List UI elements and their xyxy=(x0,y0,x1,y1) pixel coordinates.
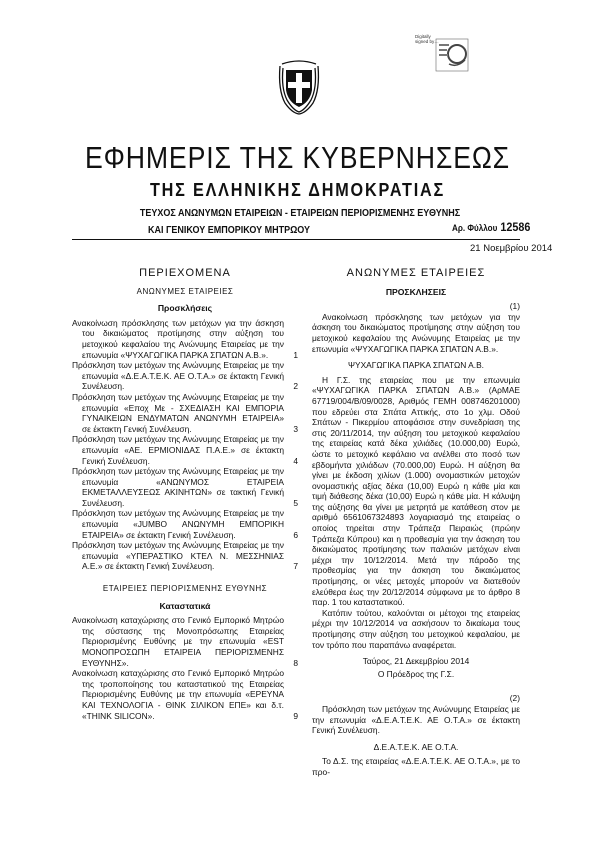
sheet-number xyxy=(452,220,530,234)
gazette-title: ΕΦΗΜΕΡΙΣ ΤΗΣ ΚΥΒΕΡΝΗΣΕΩΣ xyxy=(84,140,511,175)
toc-entry-page: 2 xyxy=(293,381,298,392)
digital-signature-stamp xyxy=(415,34,473,78)
toc-entry-page: 8 xyxy=(293,657,298,668)
notices-subheading: ΠΡΟΣΚΛΗΣΕΙΣ xyxy=(385,286,447,297)
notice-1-place-date: Ταύρος, 21 Δεκεμβρίου 2014 xyxy=(362,656,470,667)
notice-1-body-closing: Κατόπιν τούτου, καλούνται οι μέτοχοι της εταιρείας μέχρι την 10/12/2014 να ασκήσουν το δικαίωμα τους προτίμησης στην αύξηση του μετοχικού κεφαλαίου, με τον τρόπο που παραπάνω αναφέρεται. xyxy=(312,607,520,650)
toc-entry[interactable] xyxy=(72,508,298,540)
toc-section-ltd: ΕΤΑΙΡΕΙΕΣ ΠΕΡΙΟΡΙΣΜΕΝΗΣ ΕΥΘΥΝΗΣ xyxy=(102,584,268,594)
toc-entry-page: 1 xyxy=(293,349,298,360)
sheet-label: Αρ. Φύλλου xyxy=(452,223,498,233)
toc-entry[interactable] xyxy=(72,466,298,508)
header-rule xyxy=(72,239,520,240)
toc-entry[interactable] xyxy=(72,392,298,434)
signature-caption: Digitally signed by… xyxy=(415,34,439,44)
toc-entry-text: Πρόσκληση των μετόχων της Ανώνυμης Εταιρείας με την επωνυμία «ΑΕ. ΕΡΜΙΟΝΙΔΑΣ Π.Α.Ε.» σε έκτακτη Γενική Συνέλευση. xyxy=(72,434,284,466)
greek-coat-of-arms-icon xyxy=(277,60,321,115)
toc-entry[interactable] xyxy=(72,318,298,360)
toc-entry[interactable] xyxy=(72,434,298,466)
notice-1-signatory: Ο Πρόεδρος της Γ.Σ. xyxy=(377,668,455,679)
notice-1-company: ΨΥΧΑΓΩΓΙΚΑ ΠΑΡΚΑ ΣΠΑΤΩΝ Α.Β. xyxy=(347,360,484,371)
issue-date: 21 Νοεμβρίου 2014 xyxy=(470,243,553,254)
toc-entry-page: 7 xyxy=(293,561,298,572)
notice-2-body: Το Δ.Σ. της εταιρείας «Δ.Ε.Α.Τ.Ε.Κ. ΑΕ Ο.Τ.Α.», με το προ- xyxy=(312,756,520,777)
toc-heading: ΠΕΡΙΕΧΟΜΕΝΑ xyxy=(139,267,231,279)
toc-entry-text: Πρόσκληση των μετόχων της Ανώνυμης Εταιρείας με την επωνυμία «ΑΝΩΝΥΜΟΣ ΕΤΑΙΡΕΙΑ ΕΚΜΕΤΑΛΛΕΥΣΕΩΣ ΑΚΙΝΗΤΩΝ» σε τακτική Γενική Συνέλευση. xyxy=(72,466,284,508)
toc-list-statutes xyxy=(72,615,298,721)
toc-entry-page: 3 xyxy=(293,423,298,434)
issue-series-line1: ΤΕΥΧΟΣ ΑΝΩΝΥΜΩΝ ΕΤΑΙΡΕΙΩΝ - ΕΤΑΙΡΕΙΩΝ ΠΕΡΙΟΡΙΣΜΕΝΗΣ ΕΥΘΥΝΗΣ xyxy=(139,208,461,219)
toc-entry-text: Ανακοίνωση πρόσκλησης των μετόχων για την άσκηση του δικαιώματος προτίμησης στην αύξηση του μετοχικού κεφαλαίου της Ανώνυμης Εταιρείας με την επωνυμία «ΨΥΧΑΓΩΓΙΚΑ ΠΑΡΚΑ ΣΠΑΤΩΝ Α.Β.». xyxy=(72,317,284,360)
toc-entry[interactable] xyxy=(72,615,298,668)
toc-entry-page: 4 xyxy=(293,455,298,466)
toc-entry[interactable] xyxy=(72,540,298,572)
notice-number-2: (2) xyxy=(509,693,520,704)
notice-2-intro: Πρόσκληση των μετόχων της Ανώνυμης Εταιρείας με την επωνυμία «Δ.Ε.Α.Τ.Ε.Κ. ΑΕ Ο.Τ.Α.» σε έκτακτη Γενική Συνέλευση. xyxy=(312,703,520,736)
notice-number-1: (1) xyxy=(509,301,520,312)
issue-series-line2: ΚΑΙ ΓΕΝΙΚΟΥ ΕΜΠΟΡΙΚΟΥ ΜΗΤΡΩΟΥ xyxy=(148,225,311,236)
notices-column xyxy=(312,268,520,778)
toc-subheading-statutes: Καταστατικά xyxy=(159,600,211,611)
notices-heading: ΑΝΩΝΥΜΕΣ ΕΤΑΙΡΕΙΕΣ xyxy=(346,267,486,279)
toc-entry-text: Ανακοίνωση καταχώρισης στο Γενικό Εμπορικό Μητρώο της τροποποίησης του καταστατικού της Εταιρείας Περιορισμένης Ευθύνης με την επωνυμία «ΕΡΕΥΝΑ ΚΑΙ ΤΕΧΝΟΛΟΓΙΑ - ΘΙΝΚ ΣΙΛΙΚΟΝ ΕΠΕ» και δ.τ. «THINK SILICON». xyxy=(72,668,284,721)
toc-entry-page: 6 xyxy=(293,529,298,540)
toc-section-sa: ΑΝΩΝΥΜΕΣ ΕΤΑΙΡΕΙΕΣ xyxy=(136,286,234,296)
toc-entry[interactable] xyxy=(72,668,298,721)
signature-seal-icon xyxy=(435,38,469,72)
toc-entry-text: Ανακοίνωση καταχώρισης στο Γενικό Εμπορικό Μητρώο της σύστασης της Μονοπρόσωπης Εταιρείας Περιορισμένης Ευθύνης με την επωνυμία «EST ΜΟΝΟΠΡΟΣΩΠΗ ΕΤΑΙΡΕΙΑ ΠΕΡΙΟΡΙΣΜΕΝΗΣ ΕΥΘΥΝΗΣ». xyxy=(72,615,284,668)
notice-2-company: Δ.Ε.Α.Τ.Ε.Κ. ΑΕ Ο.Τ.Α. xyxy=(373,741,459,752)
gazette-subtitle: ΤΗΣ ΕΛΛΗΝΙΚΗΣ ΔΗΜΟΚΡΑΤΙΑΣ xyxy=(149,180,446,200)
toc-subheading-invitations: Προσκλήσεις xyxy=(157,303,213,314)
toc-entry-text: Πρόσκληση των μετόχων της Ανώνυμης Εταιρείας με την επωνυμία «ΥΠΕΡΑΣΤΙΚΟ ΚΤΕΛ Ν. ΜΕΣΣΗΝΙΑΣ Α.Ε.» σε έκτακτη Γενική Συνέλευση. xyxy=(72,540,284,572)
notice-1-intro: Ανακοίνωση πρόσκλησης των μετόχων για την άσκηση του δικαιώματος προτίμησης στην αύξηση του μετοχικού κεφαλαίου της Ανώνυμης Εταιρείας με την επωνυμία «ΨΥΧΑΓΩΓΙΚΑ ΠΑΡΚΑ ΣΠΑΤΩΝ Α.Β.». xyxy=(312,311,520,354)
toc-entry-text: Πρόσκληση των μετόχων της Ανώνυμης Εταιρείας με την επωνυμία «JUMBO ΑΝΩΝΥΜΗ ΕΜΠΟΡΙΚΗ ΕΤΑΙΡΕΙΑ» σε έκτακτη Γενική Συνέλευση. xyxy=(72,508,284,540)
toc-entry-page: 9 xyxy=(293,710,298,721)
sheet-number-value: 12586 xyxy=(500,220,531,234)
notice-1-body: Η Γ.Σ. της εταιρείας που με την επωνυμία «ΨΥΧΑΓΩΓΙΚΑ ΠΑΡΚΑ ΣΠΑΤΩΝ Α.Β.» (ΑρΜΑΕ 67719/004/Β/09/0028, Αριθμός ΓΕΜΗ 008746201000) που εδρεύει στα Σπάτα Αττικής, στο 1ο χλμ. Οδού Σπάτων - Πικερμίου αποφάσισε στην συνεδρίαση της στις 20/11/2014, την αύξηση του μετοχικού κεφαλαίου της εταιρείας κατά δέκα χιλιάδες (10.000,00) Ευρώ, ώστε το μετοχικό κεφάλαιο να ανέλθει στο ποσό των εβδομήντα χιλιάδων (70.000,00) Ευρώ. Η αύξηση θα γίνει με έκδοση χιλίων (1.000) ονομαστικών μετοχών ονομαστικής αξίας δέκα (10,00) Ευρώ η κάθε μία και τιμή διάθεσης δέκα (10,00) Ευρώ η κάθε μία. Η κάλυψη της αύξησης θα γίνει με μετρητά με κατάθεση στον με αριθμό 6561067324893 λογαριασμό της εταιρείας ο οποίος τηρείται στην Τράπεζα Πειραιώς (πρώην Τράπεζα Κύπρου) και η προθεσμία για την άσκηση του δικαιώματος προτίμησης των παλαιών μετόχων είναι μέχρι την 10/12/2014. Μετά την πάροδο της προθεσμίας για την άσκηση του δικαιώματος προτίμησης, οι νέες μετοχές μπορούν να διατεθούν ελεύθερα έως την 20/12/2014 σύμφωνα με το άρθρο 8 παρ. 1 του καταστατικού. xyxy=(312,374,520,608)
toc-list-invitations xyxy=(72,318,298,572)
toc-entry[interactable] xyxy=(72,360,298,392)
table-of-contents xyxy=(72,268,298,721)
toc-entry-text: Πρόσκληση των μετόχων της Ανώνυμης Εταιρείας με την επωνυμία «Εποχ Με - ΣΧΕΔΙΑΣΗ ΚΑΙ ΕΜΠΟΡΙΑ ΓΥΝΑΙΚΕΙΩΝ ΕΝΔΥΜΑΤΩΝ ΑΝΩΝΥΜΗ ΕΤΑΙΡΕΙΑ» σε έκτακτη Γενική Συνέλευση. xyxy=(72,391,284,434)
toc-entry-text: Πρόσκληση των μετόχων της Ανώνυμης Εταιρείας με την επωνυμία «Δ.Ε.Α.Τ.Ε.Κ. ΑΕ Ο.Τ.Α.» σε έκτακτη Γενική Συνέλευση. xyxy=(72,360,284,392)
toc-entry-page: 5 xyxy=(293,497,298,508)
